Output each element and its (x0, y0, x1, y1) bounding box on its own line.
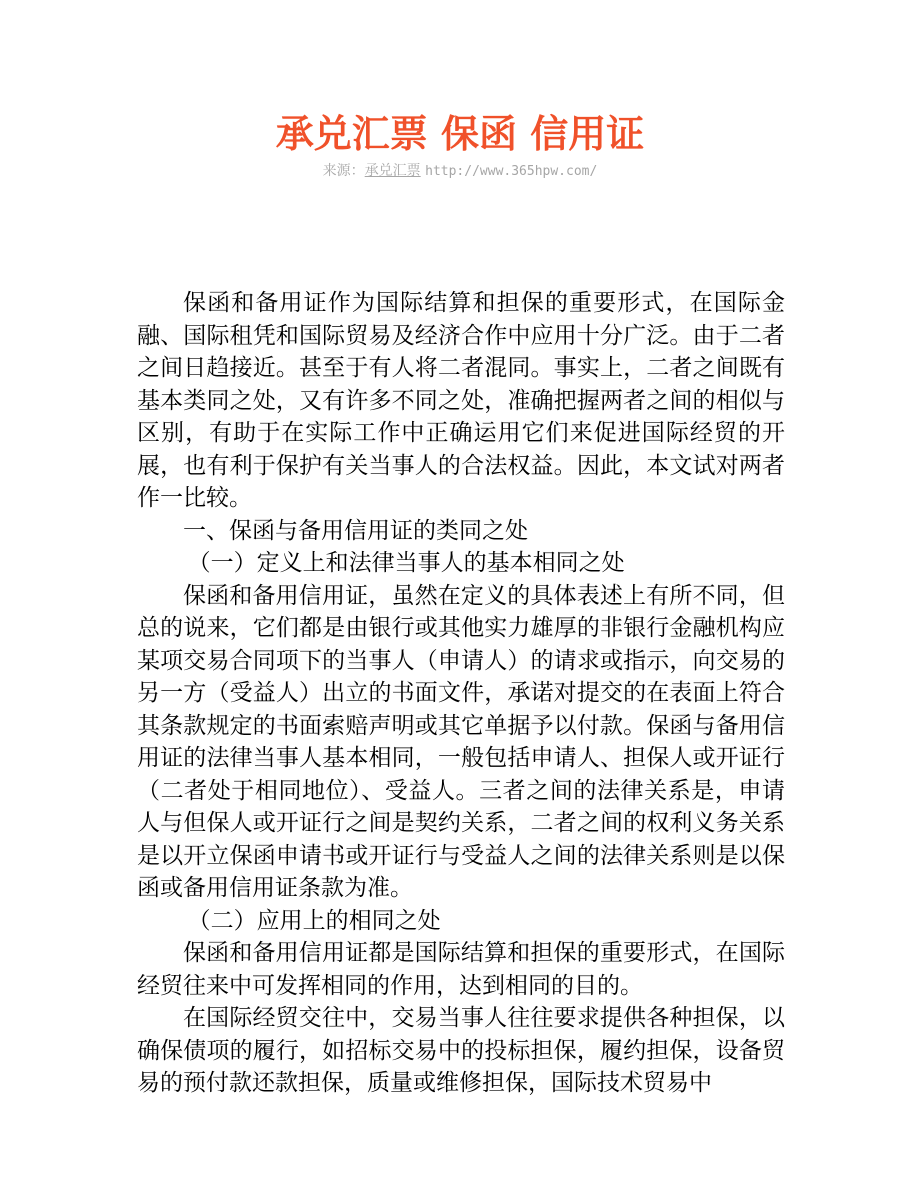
paragraph: 在国际经贸交往中，交易当事人往往要求提供各种担保，以确保债项的履行，如招标交易中的投标担保，履约担保，设备贸易的预付款还款担保，质量或维修担保，国际技术贸易中 (137, 1005, 785, 1096)
source-line (0, 161, 920, 182)
source-label: 来源： (322, 163, 365, 179)
section-heading: 一、保函与备用信用证的类同之处 (183, 517, 528, 544)
paragraph: 保函和备用信用证都是国际结算和担保的重要形式，在国际经贸往来中可发挥相同的作用，达到相同的目的。 (137, 940, 785, 999)
paragraph: 保函和备用信用证，虽然在定义的具体表述上有所不同，但总的说来，它们都是由银行或其他实力雄厚的非银行金融机构应某项交易合同项下的当事人（申请人）的请求或指示，向交易的另一方（受益人）出立的书面文件，承诺对提交的在表面上符合其条款规定的书面索赔声明或其它单据予以付款。保函与备用信用证的法律当事人基本相同，一般包括申请人、担保人或开证行（二者处于相同地位）、受益人。三者之间的法律关系是，申请人与但保人或开证行之间是契约关系，二者之间的权利义务关系是以开立保函申请书或开证行与受益人之间的法律关系则是以保函或备用信用证条款为准。 (137, 582, 785, 901)
paragraph-intro: 保函和备用证作为国际结算和担保的重要形式，在国际金融、国际租凭和国际贸易及经济合作中应用十分广泛。由于二者之间日趋接近。甚至于有人将二者混同。事实上，二者之间既有基本类同之处，又有许多不同之处，准确把握两者之间的相似与区别，有助于在实际工作中正确运用它们来促进国际经贸的开展，也有利于保护有关当事人的合法权益。因此，本文试对两者作一比较。 (137, 290, 785, 511)
document-title: 承兑汇票 保函 信用证 (275, 111, 645, 156)
subsection-heading: （二）应用上的相同之处 (187, 907, 441, 934)
subsection-heading: （一）定义上和法律当事人的基本相同之处 (187, 550, 625, 576)
source-link[interactable]: 承兑汇票 (364, 163, 421, 179)
source-url: http://www.365hpw.com/ (425, 164, 598, 179)
document-body (137, 287, 785, 1100)
